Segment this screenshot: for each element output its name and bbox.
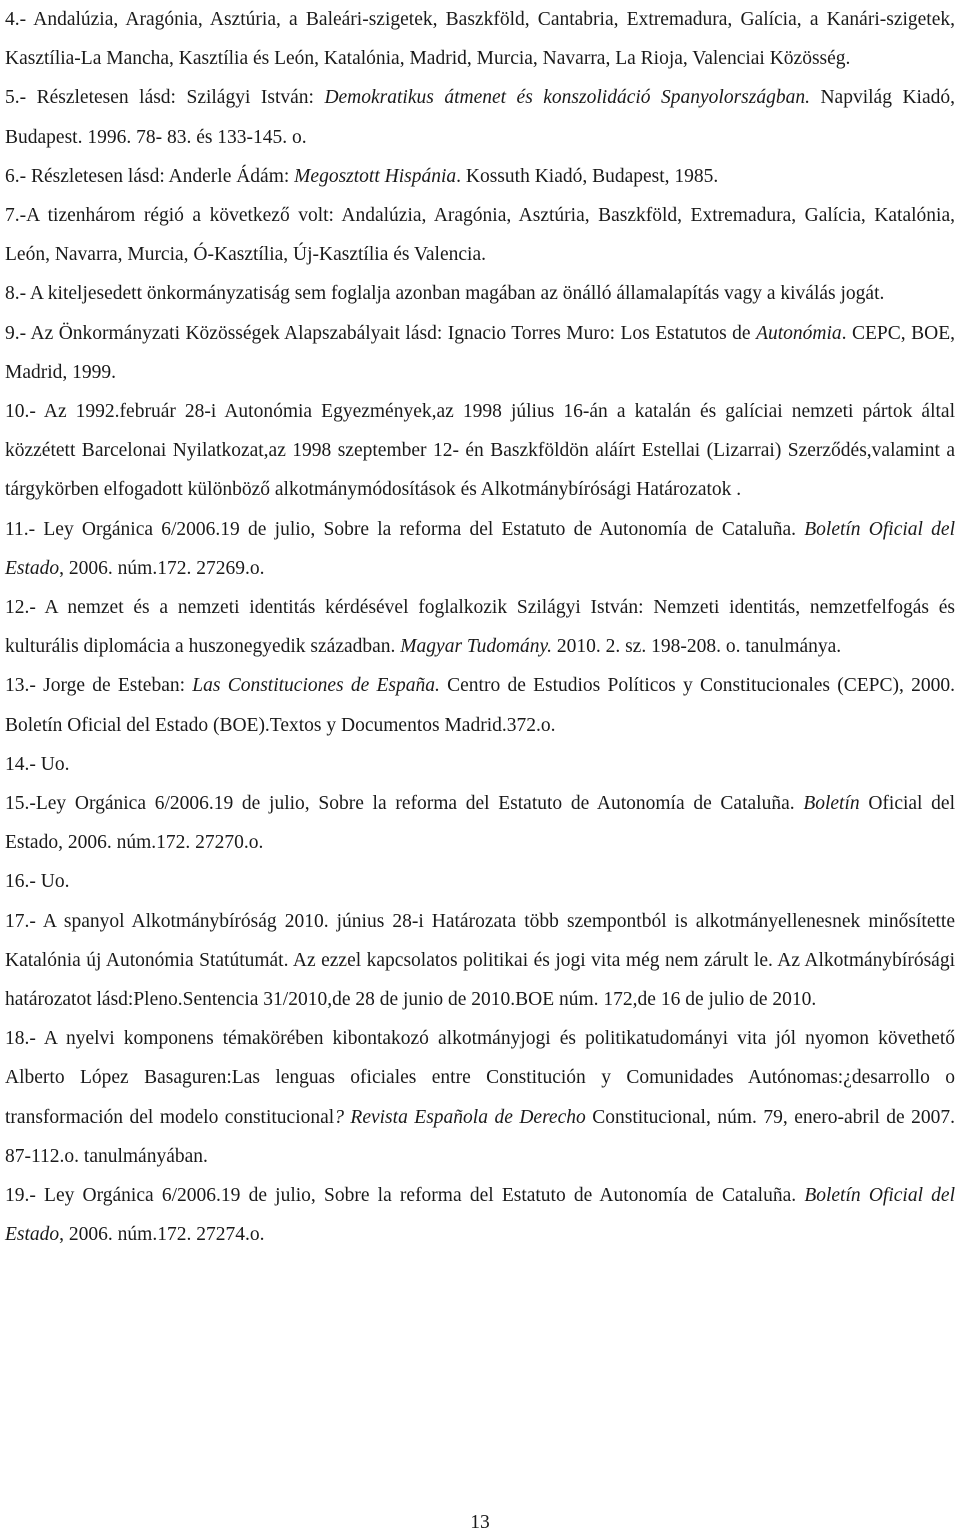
endnote-5	[5, 78, 955, 156]
endnote-14	[5, 745, 955, 784]
endnote-italic-text: Autonómia	[756, 322, 842, 344]
endnote-9	[5, 314, 955, 392]
endnote-text: 18.- A nyelvi komponens témakörében kibontakozó alkotmányjogi és politikatudományi vita jól nyomon követhető Alberto López Basaguren:Las lenguas oficiales entre Constitución y Comunidades Autónomas:¿desarrollo o transformación del modelo constitucional	[5, 1028, 955, 1128]
endnote-italic-text: ? Revista Española de Derecho	[334, 1106, 586, 1128]
endnote-text: 7.-A tizenhárom régió a következő volt: Andalúzia, Aragónia, Asztúria, Baszkföld, Extremadura, Galícia, Katalónia, León, Navarra, Murcia, Ó-Kasztília, Új-Kasztília és Valencia.	[5, 205, 955, 266]
endnote-text: Constitucional, núm. 79, enero-abril de 2007. 87-112.o. tanulmányában.	[5, 1106, 955, 1167]
endnote-text: 17.- A spanyol Alkotmánybíróság 2010. június 28-i Határozata több szempontból is alkotmányellenesnek minősítette Katalónia új Autonómia Statútumát. Az ezzel kapcsolatos politikai és jogi vita még nem zárult le. Az Alkotmánybírósági határozatot lásd:Pleno.Sentencia 31/2010,de 28 de junio de 2010.BOE núm. 172,de 16 de julio de 2010.	[5, 910, 955, 1011]
endnote-italic-text: Boletín Oficial del Estado	[5, 518, 955, 579]
endnote-text: 4.- Andalúzia, Aragónia, Asztúria, a Baleári-szigetek, Baszkföld, Cantabria, Extremadura, Galícia, a Kanári-szigetek, Kasztília-La Mancha, Kasztília és León, Katalónia, Madrid, Murcia, Navarra, La Rioja, Valenciai Közösség.	[5, 9, 955, 70]
endnote-18	[5, 1019, 955, 1176]
endnote-6	[5, 157, 955, 196]
endnote-text: 13.- Jorge de Esteban:	[5, 675, 193, 697]
endnote-italic-text: Las Constituciones de España.	[192, 675, 440, 697]
endnote-text: 2010. 2. sz. 198-208. o. tanulmánya.	[551, 636, 842, 658]
endnote-italic-text: Boletín	[803, 793, 860, 815]
endnote-text: , 2006. núm.172. 27274.o.	[59, 1224, 265, 1246]
endnote-italic-text: Demokratikus átmenet és konszolidáció Spanyolországban.	[324, 87, 810, 109]
endnote-text: 15.-Ley Orgánica 6/2006.19 de julio, Sobre la reforma del Estatuto de Autonomía de Cataluña.	[5, 793, 804, 815]
endnote-17	[5, 902, 955, 1020]
endnote-13	[5, 666, 955, 744]
endnote-text: 16.- Uo.	[5, 871, 70, 893]
endnotes-page	[5, 0, 955, 1255]
endnote-text: . Kossuth Kiadó, Budapest, 1985.	[456, 165, 719, 187]
endnote-text: . CEPC, BOE, Madrid, 1999.	[5, 322, 955, 383]
endnote-text: 10.- Az 1992.február 28-i Autonómia Egyezmények,az 1998 július 16-án a katalán és galíciai nemzeti pártok által közzétett Barcelonai Nyilatkozat,az 1998 szeptember 12- én Baszkföldön aláírt Estellai (Lizarrai) Szerződés,valamint a tárgykörben elfogadott különböző alkotmánymódosítások és Alkotmánybírósági Határozatok .	[5, 401, 955, 501]
endnote-16	[5, 862, 955, 901]
endnote-text: , 2006. núm.172. 27269.o.	[59, 557, 265, 579]
endnote-text: 9.- Az Önkormányzati Közösségek Alapszabályait lásd: Ignacio Torres Muro: Los Estatutos de	[5, 322, 757, 344]
endnote-4	[5, 0, 955, 78]
endnote-text: 6.- Részletesen lásd: Anderle Ádám:	[5, 165, 295, 187]
endnote-italic-text: Magyar Tudomány.	[400, 636, 552, 658]
endnote-11	[5, 510, 955, 588]
endnote-10	[5, 392, 955, 510]
endnote-italic-text: Boletín Oficial del Estado	[5, 1185, 956, 1246]
endnote-text: Napvilág Kiadó, Budapest. 1996. 78- 83. és 133-145. o.	[5, 87, 955, 148]
endnote-text: Centro de Estudios Políticos y Constitucionales (CEPC), 2000. Boletín Oficial del Estado (BOE).Textos y Documentos Madrid.372.o.	[5, 675, 955, 736]
endnote-7	[5, 196, 955, 274]
endnotes-list	[5, 0, 955, 1255]
page-number: 13	[470, 1512, 490, 1533]
endnote-19	[5, 1176, 955, 1254]
endnote-text: 12.- A nemzet és a nemzeti identitás kérdésével foglalkozik Szilágyi István: Nemzeti identitás, nemzetfelfogás és kulturális diplomácia a huszonegyedik században.	[5, 597, 955, 658]
endnote-text: 8.- A kiteljesedett önkormányzatiság sem foglalja azonban magában az önálló államalapítás vagy a kiválás jogát.	[5, 283, 885, 305]
endnote-text: 19.- Ley Orgánica 6/2006.19 de julio, Sobre la reforma del Estatuto de Autonomía de Cataluña.	[5, 1185, 805, 1207]
endnote-italic-text: Megosztott Hispánia	[294, 165, 457, 187]
endnote-text: 5.- Részletesen lásd: Szilágyi István:	[5, 87, 325, 109]
endnote-text: 14.- Uo.	[5, 753, 70, 775]
endnote-8	[5, 274, 955, 313]
endnote-text: 11.- Ley Orgánica 6/2006.19 de julio, Sobre la reforma del Estatuto de Autonomía de Cataluña.	[5, 518, 805, 540]
endnote-text: Oficial del Estado, 2006. núm.172. 27270.o.	[5, 793, 955, 854]
endnote-12	[5, 588, 955, 666]
endnote-15	[5, 784, 955, 862]
